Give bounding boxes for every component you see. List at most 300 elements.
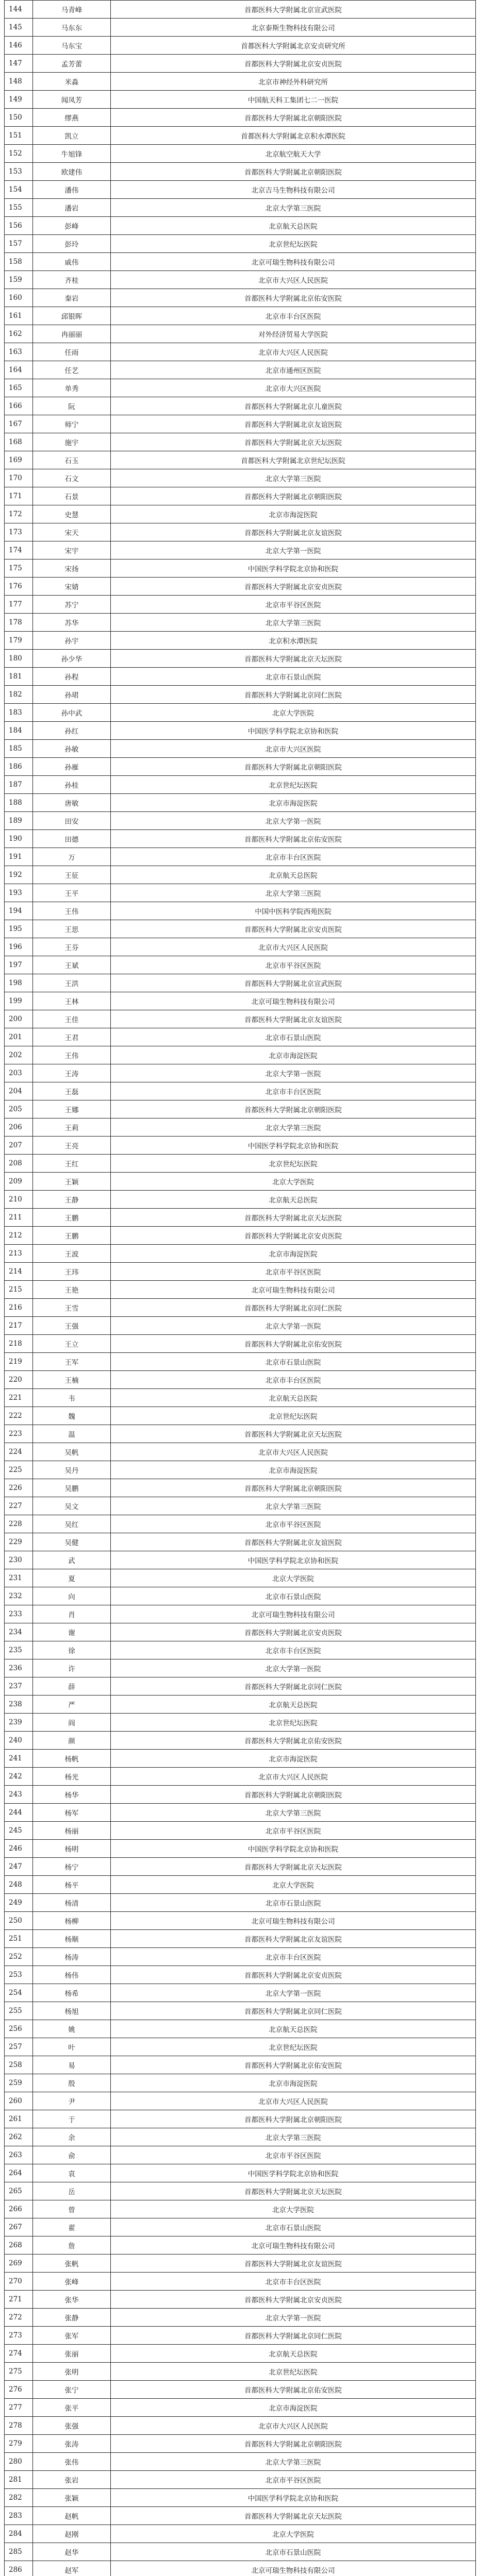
- table-row: [5, 2345, 476, 2363]
- row-number: 192: [5, 866, 33, 884]
- table-row: [5, 974, 476, 992]
- person-name: 王雪: [33, 1299, 111, 1317]
- person-name: 王鹏: [33, 1209, 111, 1227]
- organization-name: 首都医科大学附属北京天坛医院: [111, 2507, 476, 2525]
- organization-name: 北京大学第三医院: [111, 1497, 476, 1515]
- table-row: [5, 253, 476, 271]
- table-row: [5, 2381, 476, 2399]
- row-number: 157: [5, 235, 33, 253]
- organization-name: 首都医科大学附属北京天坛医院: [111, 1209, 476, 1227]
- row-number: 201: [5, 1028, 33, 1046]
- row-number: 160: [5, 289, 33, 307]
- organization-name: 首都医科大学附属北京天坛医院: [111, 2182, 476, 2200]
- person-name: 赵帆: [33, 2507, 111, 2525]
- organization-name: 北京大学第一医院: [111, 1317, 476, 1335]
- table-row: [5, 91, 476, 109]
- row-number: 198: [5, 974, 33, 992]
- row-number: 244: [5, 1804, 33, 1822]
- row-number: 144: [5, 1, 33, 19]
- person-name: 杨清: [33, 1894, 111, 1912]
- person-name: 尹: [33, 2092, 111, 2110]
- table-row: [5, 614, 476, 632]
- person-name: 王斌: [33, 956, 111, 974]
- row-number: 285: [5, 2543, 33, 2561]
- table-row: [5, 2200, 476, 2218]
- person-name: 缪燕: [33, 109, 111, 127]
- person-name: 袁: [33, 2164, 111, 2182]
- row-number: 243: [5, 1786, 33, 1804]
- table-row: [5, 740, 476, 758]
- person-name: 姚: [33, 2020, 111, 2038]
- organization-name: 北京大学第一医院: [111, 812, 476, 830]
- person-name: 于: [33, 2110, 111, 2128]
- person-name: 凯立: [33, 127, 111, 145]
- table-row: [5, 1894, 476, 1912]
- organization-name: 北京世纪坛医院: [111, 1407, 476, 1425]
- person-name: 翟: [33, 2218, 111, 2236]
- organization-name: 中国医学科学院北京协和医院: [111, 2489, 476, 2507]
- organization-name: 首都医科大学附属北京友谊医院: [111, 523, 476, 541]
- table-row: [5, 1551, 476, 1569]
- table-row: [5, 848, 476, 866]
- table-row: [5, 1209, 476, 1227]
- person-name: 阎: [33, 1714, 111, 1732]
- table-row: [5, 1479, 476, 1497]
- row-number: 216: [5, 1299, 33, 1317]
- organization-name: 北京航天总医院: [111, 1389, 476, 1407]
- row-number: 148: [5, 73, 33, 91]
- person-name: 杨希: [33, 1984, 111, 2002]
- row-number: 217: [5, 1317, 33, 1335]
- person-name: 易: [33, 2056, 111, 2074]
- organization-name: 北京可瑞生物科技有限公司: [111, 1912, 476, 1930]
- table-row: [5, 776, 476, 794]
- row-number: 200: [5, 1010, 33, 1028]
- organization-name: 北京大学第三医院: [111, 2128, 476, 2146]
- organization-name: 北京市平谷区医院: [111, 1515, 476, 1533]
- person-name: 唐敏: [33, 794, 111, 812]
- table-row: [5, 1335, 476, 1353]
- table-row: [5, 1768, 476, 1786]
- person-name: 宋婧: [33, 578, 111, 596]
- organization-name: 北京航天总医院: [111, 217, 476, 235]
- organization-name: 首都医科大学附属北京友谊医院: [111, 1533, 476, 1551]
- organization-name: 首都医科大学附属北京天坛医院: [111, 1425, 476, 1443]
- organization-name: 首都医科大学附属北京安贞医院: [111, 55, 476, 73]
- organization-name: 北京大学医院: [111, 704, 476, 722]
- table-row: [5, 2399, 476, 2417]
- organization-name: 北京市大兴区医院: [111, 379, 476, 397]
- table-row: [5, 433, 476, 451]
- row-number: 239: [5, 1714, 33, 1732]
- row-number: 226: [5, 1479, 33, 1497]
- person-name: 魏: [33, 1407, 111, 1425]
- row-number: 199: [5, 992, 33, 1010]
- table-row: [5, 812, 476, 830]
- organization-name: 北京市通州区医院: [111, 361, 476, 379]
- person-name: 秦岩: [33, 289, 111, 307]
- person-name: 杨明: [33, 1840, 111, 1858]
- organization-name: 中国医学科学院北京协和医院: [111, 2164, 476, 2182]
- table-row: [5, 1281, 476, 1299]
- person-name: 石景: [33, 487, 111, 505]
- table-row: [5, 2056, 476, 2074]
- row-number: 179: [5, 632, 33, 650]
- row-number: 283: [5, 2507, 33, 2525]
- table-row: [5, 2128, 476, 2146]
- person-name: 闻凤芳: [33, 91, 111, 109]
- person-name: 张帆: [33, 2255, 111, 2273]
- row-number: 251: [5, 1930, 33, 1948]
- person-name: 王思: [33, 920, 111, 938]
- table-row: [5, 578, 476, 596]
- table-row: [5, 1082, 476, 1100]
- row-number: 196: [5, 938, 33, 956]
- table-row: [5, 2002, 476, 2020]
- organization-name: 中国航天科工集团七二一医院: [111, 91, 476, 109]
- row-number: 205: [5, 1100, 33, 1118]
- organization-name: 首都医科大学附属北京友谊医院: [111, 415, 476, 433]
- table-row: [5, 1623, 476, 1641]
- table-row: [5, 1587, 476, 1605]
- row-number: 269: [5, 2255, 33, 2273]
- organization-name: 北京吉马生物科技有限公司: [111, 181, 476, 199]
- table-row: [5, 1046, 476, 1064]
- table-row: [5, 1858, 476, 1876]
- table-row: [5, 1155, 476, 1173]
- person-name: 杨涛: [33, 1948, 111, 1966]
- table-row: [5, 2110, 476, 2128]
- row-number: 170: [5, 469, 33, 487]
- organization-name: 北京可瑞生物科技有限公司: [111, 2236, 476, 2255]
- organization-name: 北京市丰台区医院: [111, 1948, 476, 1966]
- organization-name: 首都医科大学附属北京友谊医院: [111, 1010, 476, 1028]
- person-name: 苏宁: [33, 596, 111, 614]
- table-row: [5, 1, 476, 19]
- organization-name: 北京可瑞生物科技有限公司: [111, 1605, 476, 1623]
- person-name: 潘岩: [33, 199, 111, 217]
- person-name: 薛: [33, 1677, 111, 1696]
- table-row: [5, 2435, 476, 2453]
- row-number: 221: [5, 1389, 33, 1407]
- row-number: 178: [5, 614, 33, 632]
- organization-name: 北京市丰台区医院: [111, 1371, 476, 1389]
- row-number: 172: [5, 505, 33, 523]
- person-name: 杨丽: [33, 1822, 111, 1840]
- table-row: [5, 2291, 476, 2309]
- table-row: [5, 650, 476, 668]
- person-name: 孟芳蕾: [33, 55, 111, 73]
- row-number: 213: [5, 1245, 33, 1263]
- row-number: 228: [5, 1515, 33, 1533]
- organization-name: 北京市海淀医院: [111, 2074, 476, 2092]
- row-number: 162: [5, 325, 33, 343]
- row-number: 219: [5, 1353, 33, 1371]
- table-row: [5, 541, 476, 560]
- table-row: [5, 2453, 476, 2471]
- row-number: 167: [5, 415, 33, 433]
- table-row: [5, 307, 476, 325]
- table-row: [5, 379, 476, 397]
- person-name: 米淼: [33, 73, 111, 91]
- person-name: 王红: [33, 1155, 111, 1173]
- person-name: 宋天: [33, 523, 111, 541]
- organization-name: 首都医科大学附属北京佑安医院: [111, 289, 476, 307]
- person-name: 王佳: [33, 1010, 111, 1028]
- table-row: [5, 2074, 476, 2092]
- row-number: 286: [5, 2561, 33, 2576]
- row-number: 236: [5, 1659, 33, 1677]
- organization-name: 北京世纪坛医院: [111, 2363, 476, 2381]
- person-name: 张丽: [33, 2345, 111, 2363]
- organization-name: 北京市大兴区人民医院: [111, 938, 476, 956]
- table-row: [5, 235, 476, 253]
- organization-name: 北京市石景山医院: [111, 668, 476, 686]
- table-row: [5, 2417, 476, 2435]
- person-name: 张强: [33, 2417, 111, 2435]
- organization-name: 北京航天总医院: [111, 1191, 476, 1209]
- person-name: 曾: [33, 2200, 111, 2218]
- person-name: 孙少华: [33, 650, 111, 668]
- row-number: 246: [5, 1840, 33, 1858]
- table-row: [5, 1407, 476, 1425]
- person-name: 王伟: [33, 1046, 111, 1064]
- table-row: [5, 1263, 476, 1281]
- person-name: 吴健: [33, 1533, 111, 1551]
- row-number: 210: [5, 1191, 33, 1209]
- table-row: [5, 1064, 476, 1082]
- row-number: 215: [5, 1281, 33, 1299]
- organization-name: 北京市海淀医院: [111, 1046, 476, 1064]
- row-number: 191: [5, 848, 33, 866]
- organization-name: 北京市丰台区医院: [111, 1082, 476, 1100]
- row-number: 208: [5, 1155, 33, 1173]
- organization-name: 北京市海淀医院: [111, 2399, 476, 2417]
- person-name: 杨平: [33, 1876, 111, 1894]
- row-number: 257: [5, 2038, 33, 2056]
- person-name: 阮: [33, 397, 111, 415]
- row-number: 223: [5, 1425, 33, 1443]
- table-row: [5, 1353, 476, 1371]
- person-name: 孙红: [33, 722, 111, 740]
- organization-name: 北京大学第一医院: [111, 2309, 476, 2327]
- row-number: 163: [5, 343, 33, 361]
- person-name: 杨军: [33, 1804, 111, 1822]
- table-row: [5, 704, 476, 722]
- table-row: [5, 127, 476, 145]
- person-name: 张华: [33, 2291, 111, 2309]
- table-row: [5, 217, 476, 235]
- table-row: [5, 2146, 476, 2164]
- organization-name: 北京大学第三医院: [111, 199, 476, 217]
- table-row: [5, 1876, 476, 1894]
- organization-name: 北京大学第一医院: [111, 541, 476, 560]
- person-name: 殷: [33, 2074, 111, 2092]
- row-number: 280: [5, 2453, 33, 2471]
- row-number: 147: [5, 55, 33, 73]
- table-row: [5, 686, 476, 704]
- organization-name: 北京市平谷区医院: [111, 2146, 476, 2164]
- table-row: [5, 1840, 476, 1858]
- person-name: 赵军: [33, 2561, 111, 2576]
- person-name: 王亮: [33, 1137, 111, 1155]
- row-number: 153: [5, 163, 33, 181]
- organization-name: 北京市大兴区人民医院: [111, 343, 476, 361]
- organization-name: 北京市大兴区医院: [111, 740, 476, 758]
- person-name: 苏华: [33, 614, 111, 632]
- row-number: 263: [5, 2146, 33, 2164]
- person-name: 戚伟: [33, 253, 111, 271]
- row-number: 209: [5, 1173, 33, 1191]
- table-row: [5, 1714, 476, 1732]
- row-number: 173: [5, 523, 33, 541]
- row-number: 245: [5, 1822, 33, 1840]
- table-row: [5, 1389, 476, 1407]
- organization-name: 北京市石景山医院: [111, 1894, 476, 1912]
- organization-name: 北京大学第三医院: [111, 1804, 476, 1822]
- table-row: [5, 505, 476, 523]
- organization-name: 首都医科大学附属北京积水潭医院: [111, 127, 476, 145]
- row-number: 171: [5, 487, 33, 505]
- organization-name: 北京航天总医院: [111, 2020, 476, 2038]
- organization-name: 首都医科大学附属北京安贞医院: [111, 578, 476, 596]
- person-name: 王征: [33, 866, 111, 884]
- table-row: [5, 73, 476, 91]
- table-row: [5, 794, 476, 812]
- person-name: 赵华: [33, 2543, 111, 2561]
- person-name: 温: [33, 1425, 111, 1443]
- person-name: 王林: [33, 992, 111, 1010]
- person-name: 夏: [33, 1569, 111, 1587]
- person-name: 赵刚: [33, 2525, 111, 2543]
- person-name: 孙敏: [33, 740, 111, 758]
- row-number: 161: [5, 307, 33, 325]
- organization-name: 北京市海淀医院: [111, 794, 476, 812]
- table-row: [5, 199, 476, 217]
- table-row: [5, 2164, 476, 2182]
- person-name: 张涛: [33, 2435, 111, 2453]
- row-number: 164: [5, 361, 33, 379]
- organization-name: 北京可瑞生物科技有限公司: [111, 992, 476, 1010]
- organization-name: 北京世纪坛医院: [111, 235, 476, 253]
- person-name: 张军: [33, 2327, 111, 2345]
- row-number: 233: [5, 1605, 33, 1623]
- table-row: [5, 1786, 476, 1804]
- row-number: 151: [5, 127, 33, 145]
- person-name: 徐: [33, 1641, 111, 1659]
- organization-name: 首都医科大学附属北京朝阳医院: [111, 758, 476, 776]
- person-name: 杨帆: [33, 1750, 111, 1768]
- row-number: 235: [5, 1641, 33, 1659]
- organization-name: 北京世纪坛医院: [111, 2038, 476, 2056]
- organization-name: 北京大学第三医院: [111, 884, 476, 902]
- person-name: 王立: [33, 1335, 111, 1353]
- person-name: 俞: [33, 2146, 111, 2164]
- row-number: 252: [5, 1948, 33, 1966]
- table-row: [5, 956, 476, 974]
- row-number: 214: [5, 1263, 33, 1281]
- table-row: [5, 2273, 476, 2291]
- organization-name: 中国医学科学院北京协和医院: [111, 560, 476, 578]
- person-name: 马青峰: [33, 1, 111, 19]
- person-name: 冉丽丽: [33, 325, 111, 343]
- person-name: 颜: [33, 1732, 111, 1750]
- table-row: [5, 2507, 476, 2525]
- table-row: [5, 1497, 476, 1515]
- person-name: 韦: [33, 1389, 111, 1407]
- row-number: 276: [5, 2381, 33, 2399]
- organization-name: 首都医科大学附属北京安贞研究所: [111, 37, 476, 55]
- row-number: 229: [5, 1533, 33, 1551]
- organization-name: 北京航天总医院: [111, 1696, 476, 1714]
- person-name: 吴鹏: [33, 1479, 111, 1497]
- row-number: 237: [5, 1677, 33, 1696]
- person-name: 齐桂: [33, 271, 111, 289]
- row-number: 150: [5, 109, 33, 127]
- row-number: 279: [5, 2435, 33, 2453]
- organization-name: 北京航天总医院: [111, 866, 476, 884]
- person-name: 余: [33, 2128, 111, 2146]
- table-row: [5, 2038, 476, 2056]
- person-name: 孙桂: [33, 776, 111, 794]
- organization-name: 首都医科大学附属北京安贞医院: [111, 920, 476, 938]
- person-name: 任雨: [33, 343, 111, 361]
- table-row: [5, 55, 476, 73]
- organization-name: 北京市平谷区医院: [111, 1263, 476, 1281]
- table-row: [5, 1010, 476, 1028]
- row-number: 224: [5, 1443, 33, 1461]
- row-number: 220: [5, 1371, 33, 1389]
- row-number: 268: [5, 2236, 33, 2255]
- person-name: 师宁: [33, 415, 111, 433]
- organization-name: 北京市大兴区人民医院: [111, 1768, 476, 1786]
- person-name: 单秀: [33, 379, 111, 397]
- organization-name: 首都医科大学附属北京天坛医院: [111, 433, 476, 451]
- row-number: 277: [5, 2399, 33, 2417]
- table-row: [5, 1659, 476, 1677]
- table-row: [5, 722, 476, 740]
- table-row: [5, 1804, 476, 1822]
- row-number: 206: [5, 1118, 33, 1137]
- row-number: 240: [5, 1732, 33, 1750]
- row-number: 273: [5, 2327, 33, 2345]
- organization-name: 北京市海淀医院: [111, 1750, 476, 1768]
- table-row: [5, 2525, 476, 2543]
- row-number: 155: [5, 199, 33, 217]
- organization-name: 首都医科大学附属北京安贞医院: [111, 2291, 476, 2309]
- person-name: 王磊: [33, 1082, 111, 1100]
- table-row: [5, 1371, 476, 1389]
- row-number: 176: [5, 578, 33, 596]
- table-row: [5, 361, 476, 379]
- organization-name: 北京市石景山医院: [111, 2218, 476, 2236]
- table-row: [5, 1317, 476, 1335]
- person-name: 石玉: [33, 451, 111, 469]
- row-number: 188: [5, 794, 33, 812]
- row-number: 203: [5, 1064, 33, 1082]
- organization-name: 北京大学医院: [111, 1173, 476, 1191]
- organization-name: 北京市平谷区医院: [111, 1822, 476, 1840]
- table-row: [5, 109, 476, 127]
- person-name: 叶: [33, 2038, 111, 2056]
- person-name: 王军: [33, 1353, 111, 1371]
- table-row: [5, 2218, 476, 2236]
- organization-name: 首都医科大学附属北京世纪坛医院: [111, 451, 476, 469]
- organization-name: 北京市丰台区医院: [111, 2273, 476, 2291]
- row-number: 197: [5, 956, 33, 974]
- row-number: 258: [5, 2056, 33, 2074]
- table-row: [5, 2561, 476, 2576]
